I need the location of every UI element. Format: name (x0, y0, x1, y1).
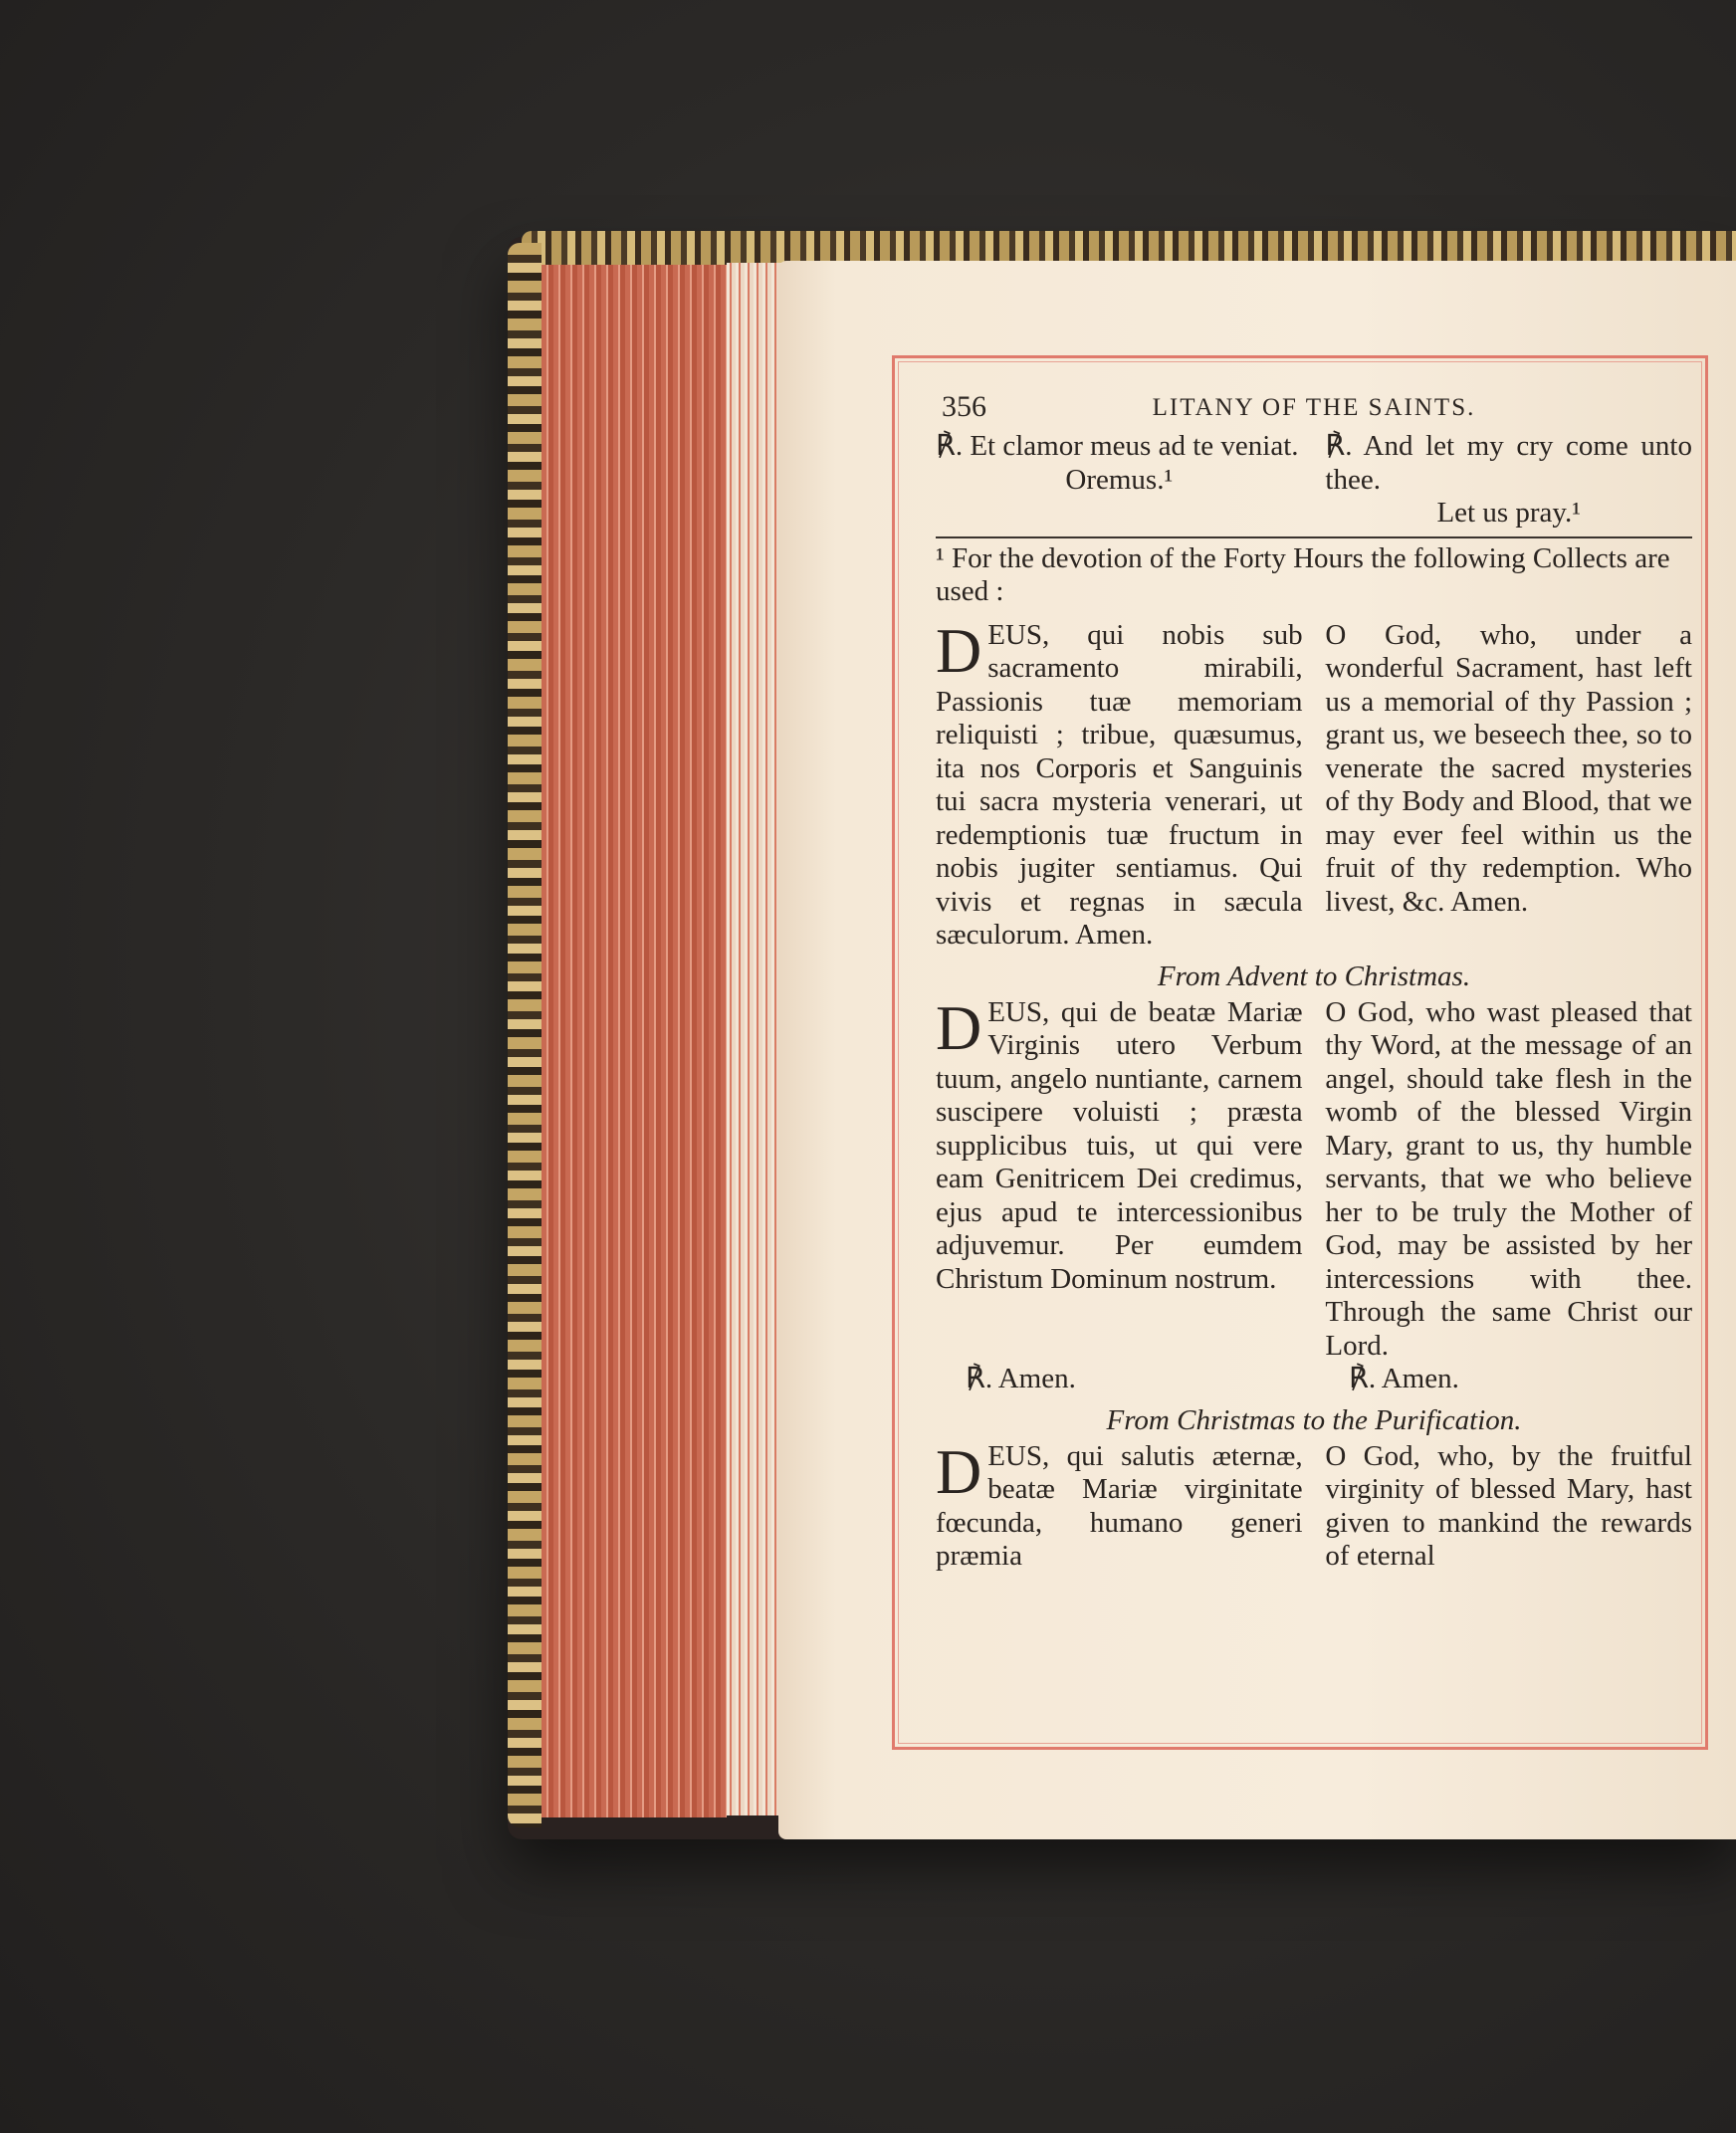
collect-1 (936, 614, 1692, 953)
collect-3 (936, 1435, 1692, 1574)
english-collect-text: O God, who, by the fruitful virginity of blessed Mary, hast given to mankind the rewards of eternal (1325, 1439, 1692, 1572)
latin-collect-text: EUS, qui nobis sub sacramento mirabili, Passionis tuæ memoriam reliquisti ; tribue, quæsumus, ita nos Corporis et Sanguinis tui sacra mysteria venerari, ut redemptionis tuæ fructum in nobis jugiter sentiamus. Qui vivis et regnas in sæcula sæculorum. Amen. (936, 618, 1303, 951)
page-number: 356 (942, 390, 986, 423)
page-title: LITANY OF THE SAINTS. (1152, 394, 1476, 421)
open-book (508, 231, 1736, 1883)
amen-responses (936, 1363, 1692, 1396)
top-responses (936, 430, 1692, 531)
footnote: ¹ For the devotion of the Forty Hours the following Collects are used : (936, 541, 1670, 607)
english-amen: ℟. Amen. (1349, 1363, 1459, 1394)
section-heading-advent: From Advent to Christmas. (1157, 960, 1471, 992)
footnote-rule (936, 536, 1692, 538)
running-header (936, 390, 1692, 430)
gilt-top-edge (522, 231, 1736, 265)
red-page-edges (542, 265, 727, 1817)
latin-collect-text: EUS, qui de beatæ Mariæ Virginis utero Verbum tuum, angelo nuntiante, carnem suscipere voluisti ; præsta supplicibus tuis, ut qui vere eam Genitricem Dei credimus, ejus apud te intercessionibus adjuvemur. Per eumdem Christum Dominum nostrum. (936, 995, 1303, 1295)
latin-amen: ℟. Amen. (966, 1363, 1076, 1394)
english-let-us-pray: Let us pray.¹ (1436, 497, 1581, 529)
section-heading-christmas: From Christmas to the Purification. (1106, 1403, 1522, 1436)
drop-cap: D (936, 991, 982, 1063)
drop-cap: D (936, 614, 982, 686)
english-collect-text: O God, who wast pleased that thy Word, at the message of an angel, should take flesh in the womb of the blessed Virgin Mary, grant to us, thy humble servants, that we who believe her to be truly the Mother of God, may be assisted by her intercessions with thee. Through the same Christ our Lord. (1325, 995, 1692, 1362)
english-response: ℟. And let my cry come unto thee. (1325, 430, 1692, 496)
collect-2 (936, 991, 1692, 1364)
gilt-spine-edge (508, 243, 542, 1827)
drop-cap: D (936, 1435, 982, 1507)
latin-response: ℟. Et clamor meus ad te veniat. (936, 430, 1299, 462)
page-content (936, 390, 1692, 1574)
latin-collect-text: EUS, qui salutis æternæ, beatæ Mariæ virginitate fœcunda, humano generi præmia (936, 1439, 1303, 1572)
english-collect-text: O God, who, under a wonderful Sacrament, hast left us a memorial of thy Passion ; grant us, we beseech thee, so to venerate the sacred mysteries of thy Body and Blood, that we may ever feel within us the fruit of thy redemption. Who livest, &c. Amen. (1325, 618, 1692, 918)
latin-oremus: Oremus.¹ (1065, 463, 1174, 496)
